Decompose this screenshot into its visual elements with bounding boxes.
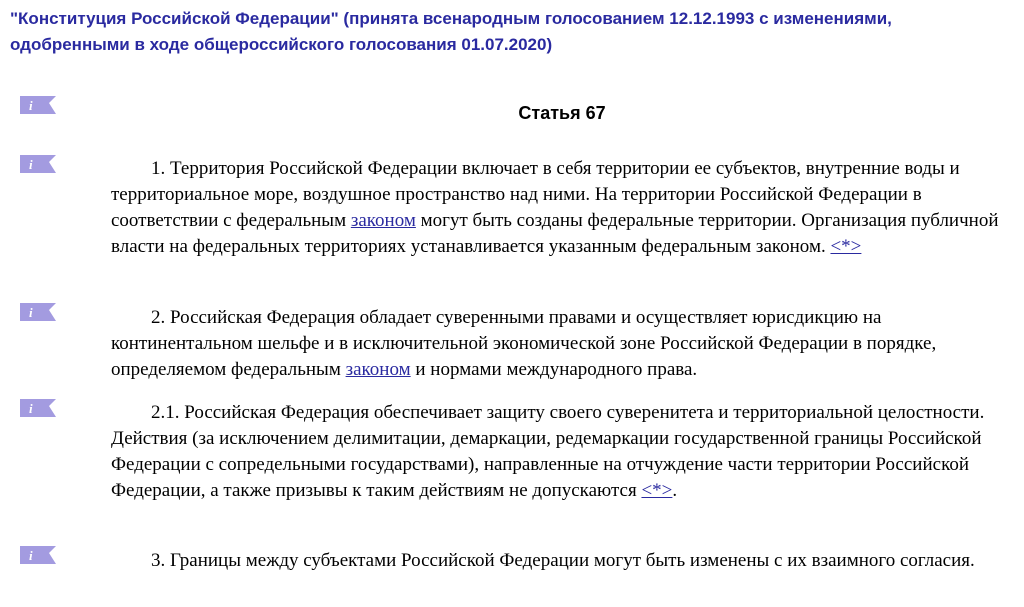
svg-text:i: i <box>29 401 33 416</box>
info-icon[interactable] <box>20 546 56 564</box>
article-paragraph-2 <box>111 305 1011 383</box>
paragraph-text: могут быть созданы федеральные территории. Организация публичной власти на федеральных территориях устанавливается указанным федеральным законом. <box>111 210 999 257</box>
info-icon[interactable] <box>20 303 56 321</box>
footnote-link[interactable]: <*> <box>830 236 862 257</box>
article-heading: Статья 67 <box>518 103 606 123</box>
svg-text:i: i <box>29 98 33 113</box>
info-icon[interactable] <box>20 155 56 173</box>
paragraph-text: и нормами международного права. <box>410 359 698 380</box>
paragraph-text: 2.1. Российская Федерация обеспечивает защиту своего суверенитета и территориальной целостности. Действия (за исключением делимитации, демаркации, редемаркации государственной границы Российской Федерации с сопредельными государствами), направленные на отчуждение части территории Российской Федерации, а также призывы к таким действиям не допускаются <box>111 402 985 501</box>
svg-text:i: i <box>29 157 33 172</box>
footnote-link[interactable]: <*> <box>641 480 673 501</box>
law-link[interactable]: законом <box>350 210 416 231</box>
svg-text:i: i <box>29 548 33 563</box>
document-title-link[interactable]: "Конституция Российской Федерации" (принята всенародным голосованием 12.12.1993 с изменениями, одобренными в ходе общероссийского голосования 01.07.2020) <box>10 9 892 54</box>
article-paragraph-3 <box>111 548 1011 574</box>
article-paragraph-1 <box>111 156 1011 260</box>
paragraph-text: . <box>672 480 678 501</box>
law-link[interactable]: законом <box>345 359 411 380</box>
paragraph-text: 1. Территория Российской Федерации включает в себя территории ее субъектов, внутренние воды и территориальное море, воздушное пространство над ними. На территории Российской Федерации в соответствии с федеральным <box>111 158 960 231</box>
article-paragraph-2-1 <box>111 400 1011 504</box>
svg-text:i: i <box>29 305 33 320</box>
info-icon[interactable] <box>20 399 56 417</box>
paragraph-text: 3. Границы между субъектами Российской Федерации могут быть изменены с их взаимного согласия. <box>151 550 975 571</box>
paragraph-text: 2. Российская Федерация обладает суверенными правами и осуществляет юрисдикцию на континентальном шельфе и в исключительной экономической зоне Российской Федерации в порядке, определяемом федеральным <box>111 307 937 380</box>
